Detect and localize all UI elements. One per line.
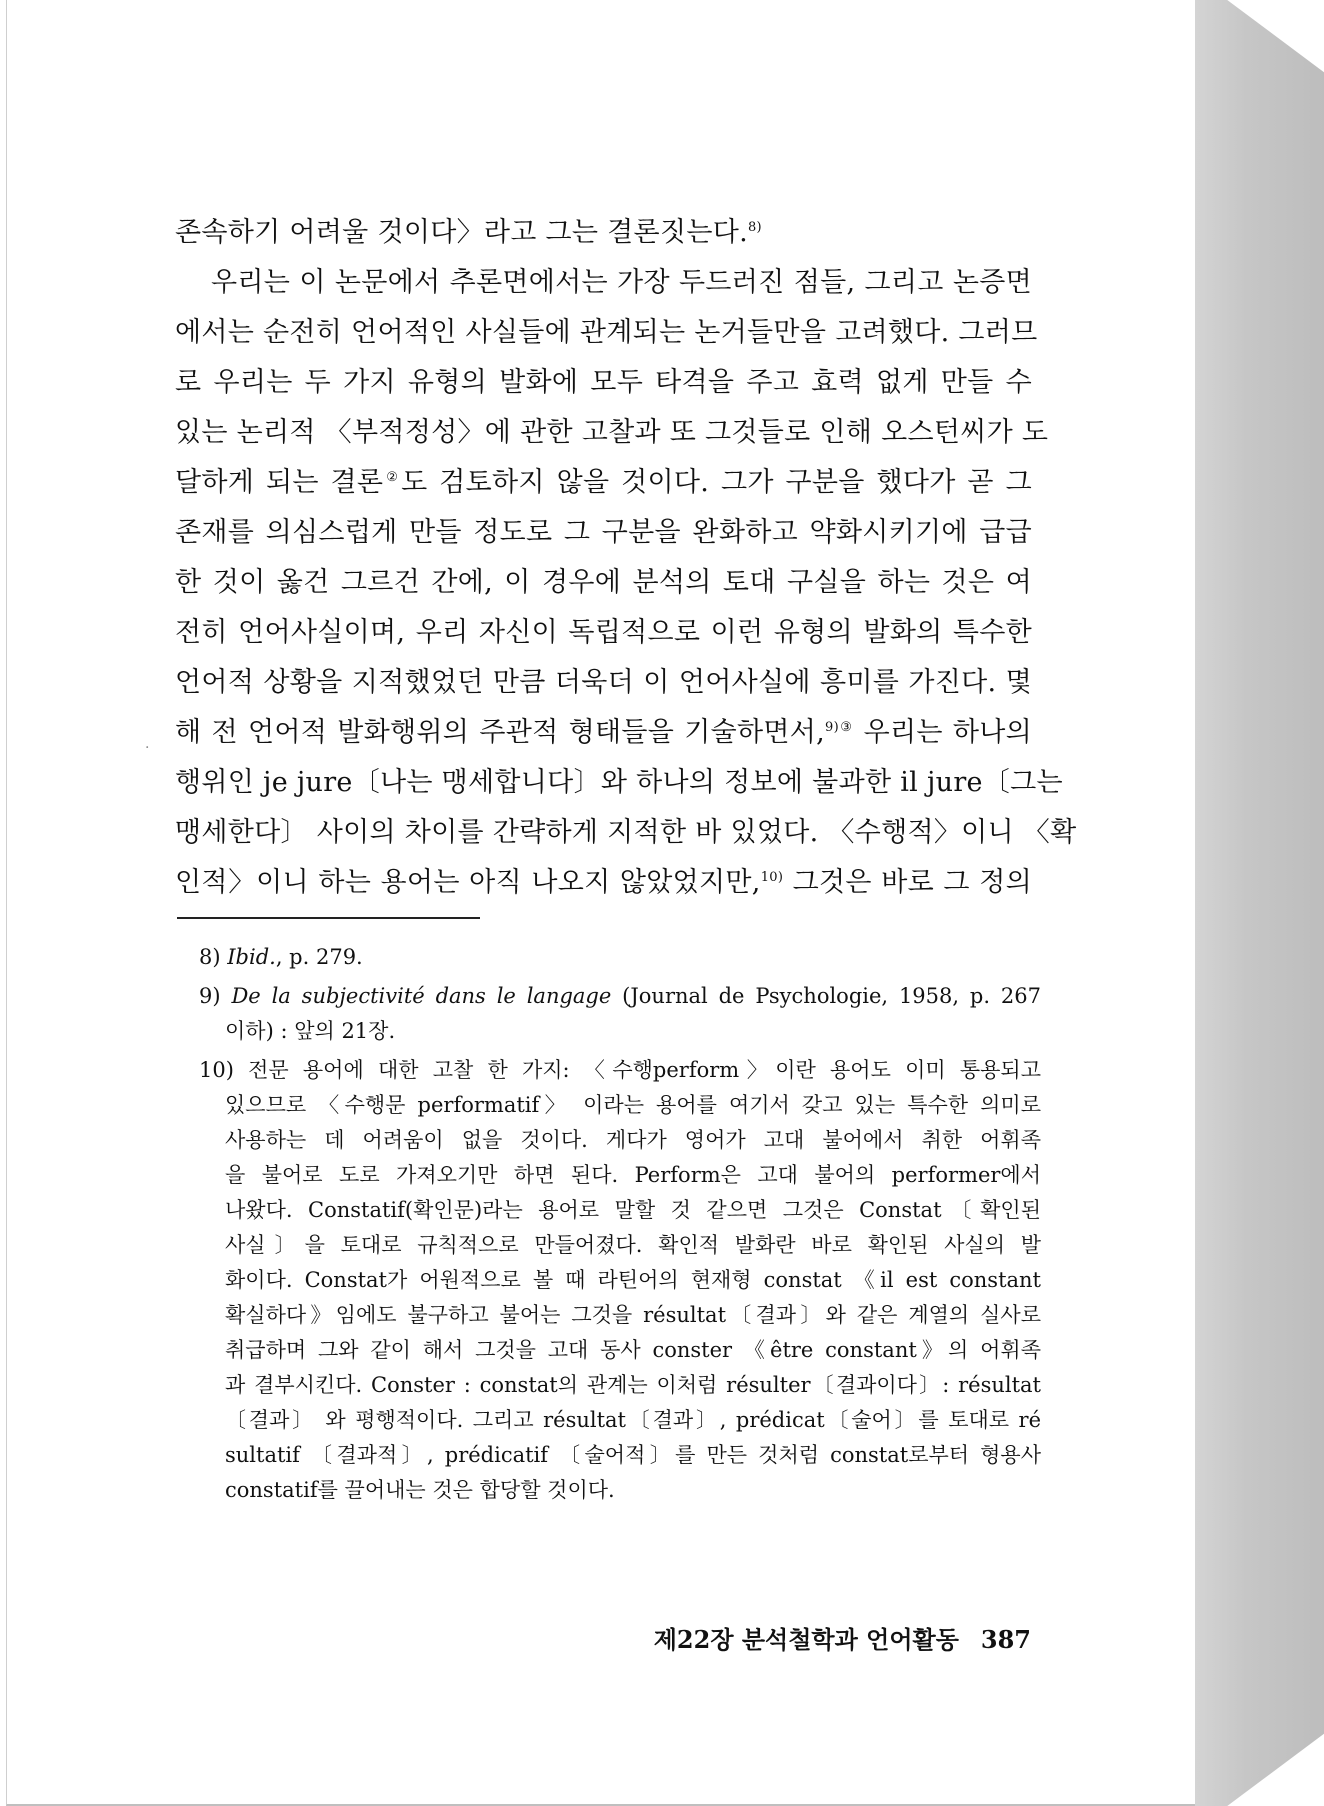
footnote-10: 10) 전문 용어에 대한 고찰 한 가지: 〈수행perform〉이란 용어도 이미 통용되고 있으므로 〈수행문 performatif〉 이라는 용어를 여기서 갖고 있는 특수한 의미로 사용하는 데 어려움이 없을 것이다. 게다가 영어가 고대 불어에서 취한 어휘족 을 불어로 도로 가져오기만 하면 된다. Perform은 고대 불어의 performer에서 나왔다. Constatif(확인문)라는 용어로 말할 것 같으면 그것은 Constat〔확인된 사실〕을 토대로 규칙적으로 만들어졌다. 확인적 발화란 바로 확인된 사실의 발 화이다. Constat가 어원적으로 볼 때 라틴어의 현재형 constat 《il est constant 확실하다》임에도 불구하고 불어는 그것을 résultat〔결과〕와 같은 계열의 실사로 취급하며 그와 같이 해서 그것을 고대 동사 conster 《être constant》의 어휘족 과 결부시킨다. Conster : constat의 관계는 이처럼 résulter〔결과이다〕: résultat 〔결과〕 와 평행적이다. 그리고 résultat〔결과〕, prédicat〔술어〕를 토대로 ré sultatif 〔결과적〕, prédicatif 〔술어적〕를 만든 것처럼 constat로부터 형용사 constatif를 끌어내는 것은 합당할 것이다. bbox=[199, 1058, 1041, 1502]
body-line-7: 존재를 의심스럽게 만들 정도로 그 구분을 완화하고 약화시키기에 급급 bbox=[175, 517, 1032, 548]
body-text bbox=[175, 208, 1077, 908]
body-line-5: 있는 논리적 〈부적정성〉에 관한 고찰과 또 그것들로 인해 오스턴씨가 도 bbox=[175, 417, 1049, 448]
body-line-9: 전히 언어사실이며, 우리 자신이 독립적으로 이런 유형의 발화의 특수한 bbox=[175, 617, 1032, 648]
body-line-1: 존속하기 어려울 것이다〉라고 그는 결론짓는다.$^{8)}$ bbox=[175, 217, 762, 248]
footnote-ref-8[interactable]: 8) bbox=[747, 220, 762, 235]
page-number: 387 bbox=[980, 1625, 1031, 1654]
body-line-12: 행위인 je jure〔나는 맹세합니다〕와 하나의 정보에 불과한 il jure〔그는 bbox=[175, 767, 1063, 798]
book-page-edge bbox=[1195, 0, 1324, 1806]
footnotes bbox=[199, 940, 1041, 1512]
body-line-13: 맹세한다〕 사이의 차이를 간략하게 지적한 바 있었다. 〈수행적〉이니 〈확 bbox=[175, 817, 1077, 848]
translator-note-ref-2[interactable]: ② bbox=[383, 470, 402, 485]
footnote-ref-10[interactable]: 10) bbox=[760, 870, 784, 885]
footnote-8: 8) Ibid., p. 279. bbox=[199, 945, 363, 969]
body-line-11: 해 전 언어적 발화행위의 주관적 형태들을 기술하면서,$^{9)③}$ 우리는 하나의 bbox=[175, 717, 1032, 748]
body-line-14: 인적〉이니 하는 용어는 아직 나오지 않았었지만,$^{10)}$ 그것은 바로 그 정의 bbox=[175, 867, 1033, 898]
footnote-divider bbox=[177, 917, 480, 919]
body-line-10: 언어적 상황을 지적했었던 만큼 더욱더 이 언어사실에 흥미를 가진다. 몇 bbox=[175, 667, 1032, 698]
footnote-9: 9) De la subjectivité dans le langage (Journal de Psychologie, 1958, p. 267 이하) : 앞의 21장. bbox=[199, 984, 1041, 1043]
body-line-4: 로 우리는 두 가지 유형의 발화에 모두 타격을 주고 효력 없게 만들 수 bbox=[175, 367, 1032, 398]
body-line-2: 우리는 이 논문에서 추론면에서는 가장 두드러진 점들, 그리고 논증면 bbox=[211, 267, 1032, 298]
book-page bbox=[6, 0, 1195, 1806]
margin-dot: · bbox=[145, 740, 150, 756]
body-line-8: 한 것이 옳건 그르건 간에, 이 경우에 분석의 토대 구실을 하는 것은 여 bbox=[175, 567, 1032, 598]
running-footer bbox=[619, 1620, 1031, 1655]
body-line-3: 에서는 순전히 언어적인 사실들에 관계되는 논거들만을 고려했다. 그러므 bbox=[175, 317, 1038, 348]
body-line-6: 달하게 되는 결론②도 검토하지 않을 것이다. 그가 구분을 했다가 곧 그 bbox=[175, 467, 1032, 498]
footnote-ref-9[interactable]: 9)③ bbox=[825, 720, 854, 735]
chapter-title: 제22장 분석철학과 언어활동 bbox=[653, 1625, 959, 1654]
